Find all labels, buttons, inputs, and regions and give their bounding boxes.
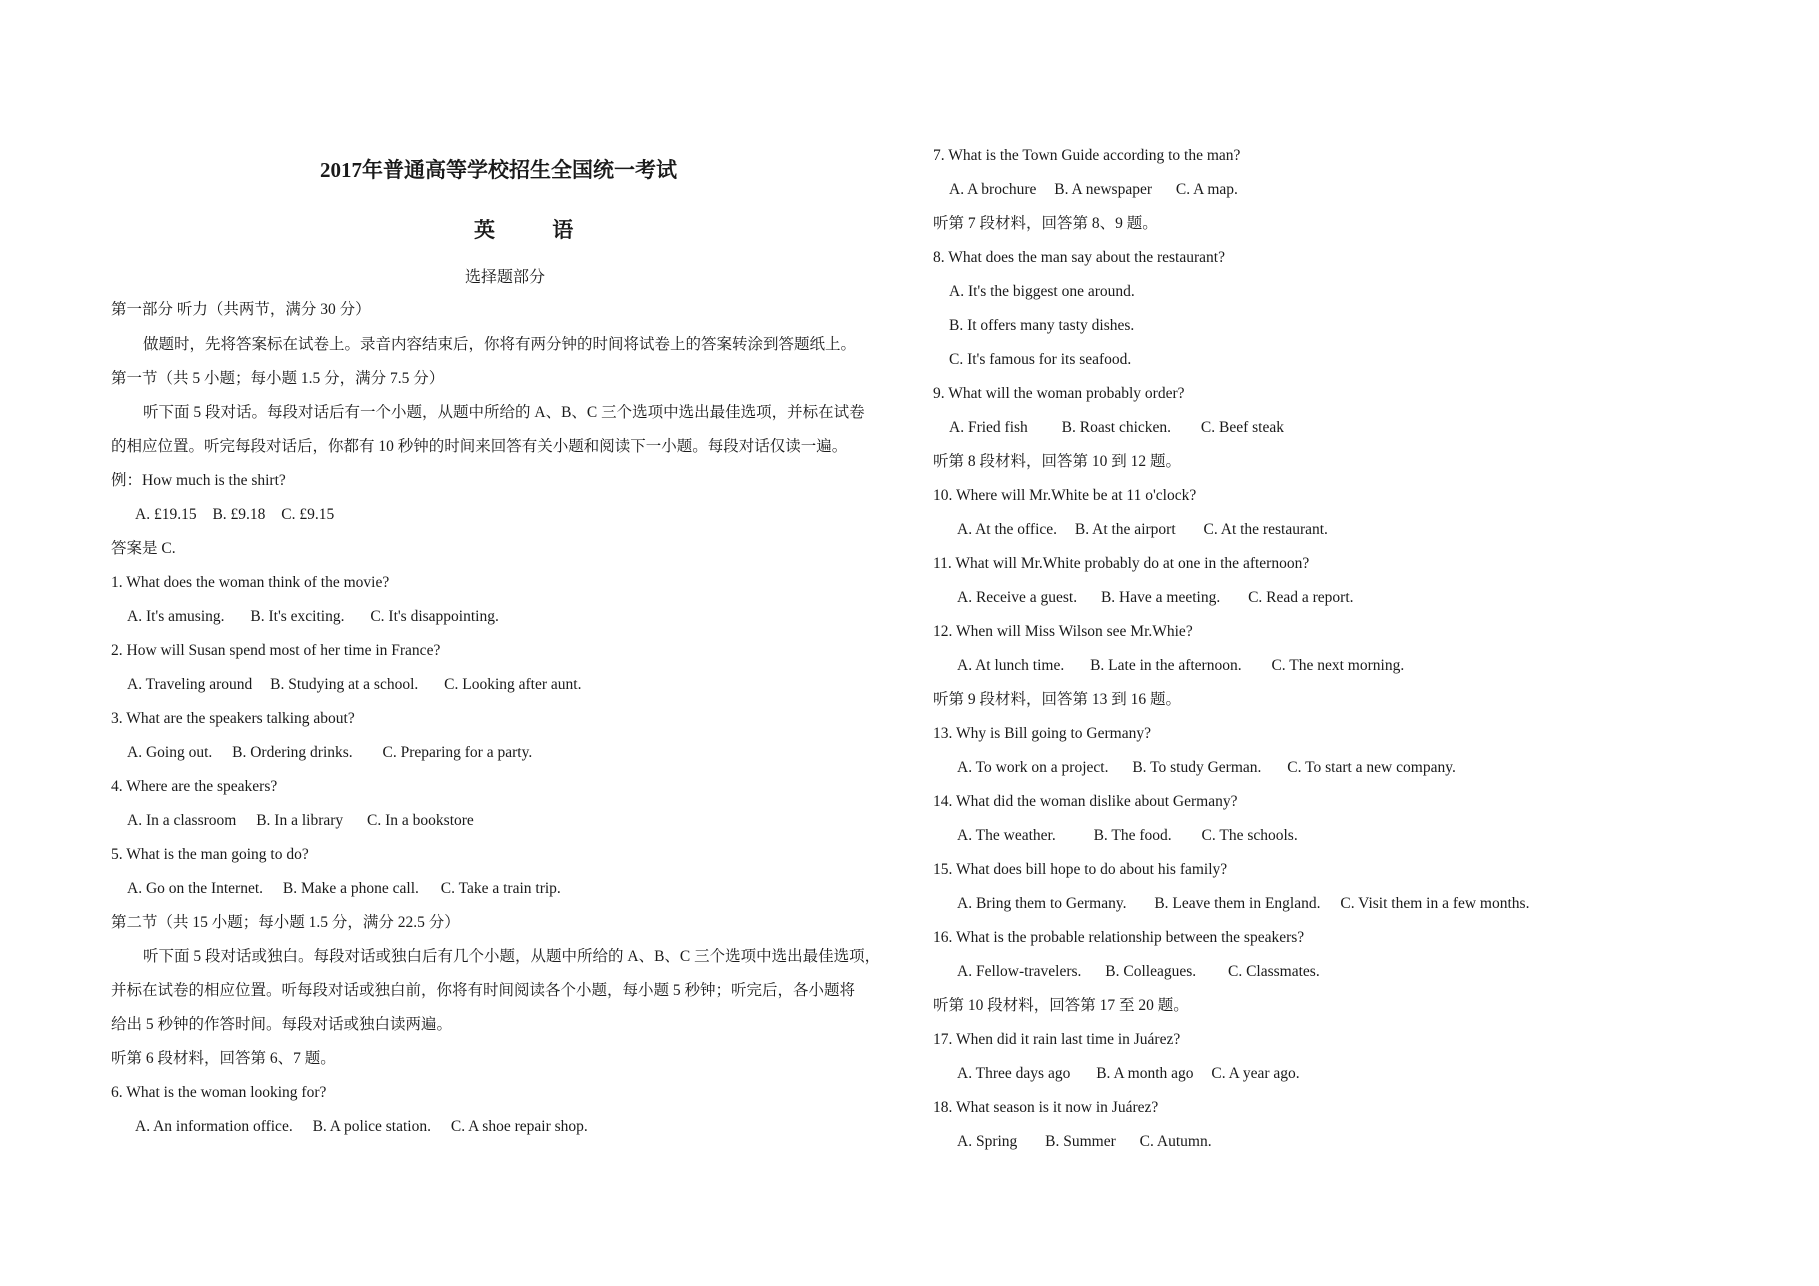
- option-b: B. To study German.: [1132, 759, 1262, 776]
- option-b: B. £9.18: [212, 506, 266, 523]
- question-17-options: [957, 1064, 1300, 1084]
- material-6-heading: 听第 6 段材料，回答第 6、7 题。: [111, 1050, 336, 1067]
- question-17: 17. When did it rain last time in Juárez?: [933, 1031, 1181, 1048]
- option-a: A. In a classroom: [127, 812, 237, 829]
- example-question: 例：How much is the shirt?: [111, 472, 286, 489]
- material-7-heading: 听第 7 段材料，回答第 8、9 题。: [933, 215, 1158, 232]
- option-a: A. Going out.: [127, 744, 213, 761]
- question-4: 4. Where are the speakers?: [111, 778, 278, 795]
- question-18: 18. What season is it now in Juárez?: [933, 1099, 1159, 1116]
- option-a: A. The weather.: [957, 827, 1056, 844]
- option-c: C. Classmates.: [1228, 963, 1320, 980]
- option-c: C. The schools.: [1201, 827, 1298, 844]
- option-c: C. Read a report.: [1248, 589, 1354, 606]
- question-5-options: [127, 879, 561, 899]
- question-9-options: [949, 418, 1284, 438]
- option-b: B. Ordering drinks.: [232, 744, 353, 761]
- option-b: B. A month ago: [1096, 1065, 1194, 1082]
- material-10-heading: 听第 10 段材料，回答第 17 至 20 题。: [933, 997, 1189, 1014]
- option-a: A. £19.15: [135, 506, 197, 523]
- option-a: A. At the office.: [957, 521, 1058, 538]
- section2-instructions-2: 并标在试卷的相应位置。听每段对话或独白前，你将有时间阅读各个小题，每小题 5 秒钟；听完后，各小题将: [111, 982, 856, 999]
- question-4-options: [127, 811, 474, 831]
- question-13-options: [957, 758, 1456, 778]
- option-a: A. To work on a project.: [957, 759, 1109, 776]
- section2-instructions-3: 给出 5 秒钟的作答时间。每段对话或独白读两遍。: [111, 1016, 453, 1033]
- option-a: A. Fried fish: [949, 419, 1028, 436]
- option-a: A. At lunch time.: [957, 657, 1065, 674]
- option-c: C. In a bookstore: [367, 812, 474, 829]
- question-15-options: [957, 894, 1529, 914]
- option-c: C. Autumn.: [1139, 1133, 1212, 1150]
- option-c: C. Preparing for a party.: [382, 744, 533, 761]
- section-heading: 选择题部分: [465, 269, 546, 286]
- option-c: C. Beef steak: [1200, 419, 1284, 436]
- question-18-options: [957, 1132, 1212, 1152]
- option-c: C. A year ago.: [1211, 1065, 1300, 1082]
- question-8-option-b: B. It offers many tasty dishes.: [949, 317, 1135, 334]
- section2-heading: 第二节（共 15 小题；每小题 1.5 分，满分 22.5 分）: [111, 914, 460, 931]
- option-b: B. A police station.: [312, 1118, 431, 1135]
- option-a: A. Receive a guest.: [957, 589, 1078, 606]
- option-c: C. It's disappointing.: [370, 608, 499, 625]
- option-a: A. Three days ago: [957, 1065, 1071, 1082]
- question-2: 2. How will Susan spend most of her time in France?: [111, 642, 441, 659]
- question-10: 10. Where will Mr.White be at 11 o'clock?: [933, 487, 1197, 504]
- option-c: C. Visit them in a few months.: [1340, 895, 1530, 912]
- question-12: 12. When will Miss Wilson see Mr.Whie?: [933, 623, 1193, 640]
- question-16: 16. What is the probable relationship between the speakers?: [933, 929, 1305, 946]
- question-16-options: [957, 962, 1320, 982]
- exam-title: 2017年普通高等学校招生全国统一考试: [320, 158, 677, 182]
- question-14: 14. What did the woman dislike about Germany?: [933, 793, 1238, 810]
- option-b: B. In a library: [256, 812, 344, 829]
- question-10-options: [957, 520, 1328, 540]
- option-c: C. To start a new company.: [1287, 759, 1456, 776]
- option-b: B. The food.: [1093, 827, 1172, 844]
- option-a: A. Traveling around: [127, 676, 253, 693]
- section2-instructions-1: 听下面 5 段对话或独白。每段对话或独白后有几个小题，从题中所给的 A、B、C 三个选项中选出最佳选项，: [143, 948, 881, 965]
- option-a: A. It's amusing.: [127, 608, 225, 625]
- question-7-options: [949, 180, 1238, 200]
- question-6: 6. What is the woman looking for?: [111, 1084, 327, 1101]
- option-a: A. Fellow-travelers.: [957, 963, 1082, 980]
- option-b: B. Studying at a school.: [270, 676, 419, 693]
- question-1: 1. What does the woman think of the movie?: [111, 574, 390, 591]
- example-options: [135, 505, 334, 525]
- option-a: A. Bring them to Germany.: [957, 895, 1127, 912]
- part1-heading: 第一部分 听力（共两节，满分 30 分）: [111, 301, 371, 318]
- question-11: 11. What will Mr.White probably do at one in the afternoon?: [933, 555, 1310, 572]
- question-7: 7. What is the Town Guide according to the man?: [933, 147, 1241, 164]
- question-8-option-a: A. It's the biggest one around.: [949, 283, 1135, 300]
- section1-instructions-1: 听下面 5 段对话。每段对话后有一个小题，从题中所给的 A、B、C 三个选项中选出最佳选项，并标在试卷: [143, 404, 865, 421]
- option-c: C. Looking after aunt.: [444, 676, 582, 693]
- option-b: B. Have a meeting.: [1100, 589, 1221, 606]
- option-a: A. Spring: [957, 1133, 1018, 1150]
- option-a: A. An information office.: [135, 1118, 293, 1135]
- option-b: B. A newspaper: [1054, 181, 1152, 198]
- option-c: C. £9.15: [281, 506, 335, 523]
- option-c: C. A map.: [1175, 181, 1238, 198]
- question-9: 9. What will the woman probably order?: [933, 385, 1185, 402]
- option-b: B. Late in the afternoon.: [1090, 657, 1242, 674]
- section1-heading: 第一节（共 5 小题；每小题 1.5 分，满分 7.5 分）: [111, 370, 445, 387]
- option-b: B. At the airport: [1074, 521, 1176, 538]
- option-a: A. Go on the Internet.: [127, 880, 264, 897]
- question-6-options: [135, 1117, 588, 1137]
- material-9-heading: 听第 9 段材料，回答第 13 到 16 题。: [933, 691, 1182, 708]
- question-14-options: [957, 826, 1298, 846]
- option-b: B. Make a phone call.: [282, 880, 419, 897]
- question-11-options: [957, 588, 1354, 608]
- section1-instructions-2: 的相应位置。听完每段对话后，你都有 10 秒钟的时间来回答有关小题和阅读下一小题。每段对话仅读一遍。: [111, 438, 848, 455]
- question-8-option-c: C. It's famous for its seafood.: [949, 351, 1132, 368]
- question-2-options: [127, 675, 581, 695]
- material-8-heading: 听第 8 段材料，回答第 10 到 12 题。: [933, 453, 1182, 470]
- question-8: 8. What does the man say about the restaurant?: [933, 249, 1225, 266]
- example-answer: 答案是 C.: [111, 540, 176, 557]
- option-c: C. At the restaurant.: [1203, 521, 1328, 538]
- option-b: B. Colleagues.: [1105, 963, 1197, 980]
- part1-instructions: 做题时，先将答案标在试卷上。录音内容结束后，你将有两分钟的时间将试卷上的答案转涂到答题纸上。: [143, 336, 857, 353]
- question-1-options: [127, 607, 499, 627]
- option-c: C. Take a train trip.: [440, 880, 561, 897]
- option-c: C. The next morning.: [1271, 657, 1405, 674]
- question-3-options: [127, 743, 532, 763]
- option-b: B. Roast chicken.: [1061, 419, 1172, 436]
- option-b: B. Leave them in England.: [1154, 895, 1321, 912]
- question-15: 15. What does bill hope to do about his family?: [933, 861, 1228, 878]
- question-5: 5. What is the man going to do?: [111, 846, 309, 863]
- option-b: B. Summer: [1045, 1133, 1116, 1150]
- option-a: A. A brochure: [949, 181, 1037, 198]
- subject-title: 英 语: [474, 218, 600, 242]
- option-b: B. It's exciting.: [250, 608, 345, 625]
- question-3: 3. What are the speakers talking about?: [111, 710, 355, 727]
- option-c: C. A shoe repair shop.: [450, 1118, 588, 1135]
- question-13: 13. Why is Bill going to Germany?: [933, 725, 1151, 742]
- question-12-options: [957, 656, 1404, 676]
